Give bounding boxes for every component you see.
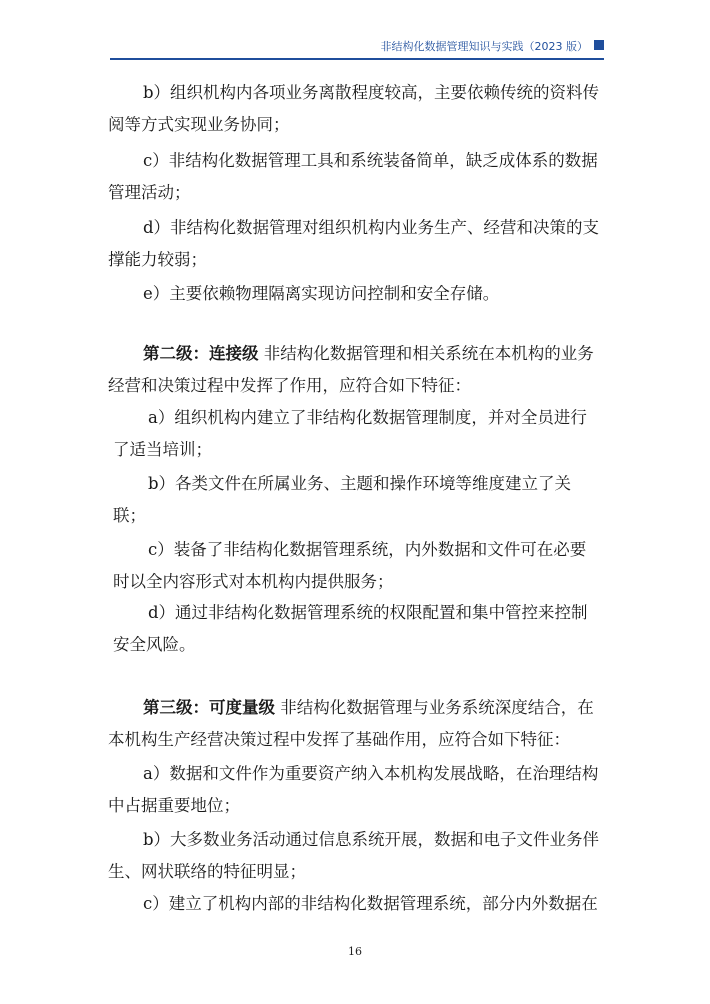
level3-intro-line1 bbox=[143, 698, 594, 718]
l3-item-b-line1: b）大多数业务活动通过信息系统开展，数据和电子文件业务伴 bbox=[143, 830, 600, 849]
level3-intro-text: 非结构化数据管理与业务系统深度结合，在 bbox=[280, 698, 594, 717]
l3-item-a-line2: 中占据重要地位； bbox=[108, 796, 240, 815]
l2-item-c-line2: 时以全内容形式对本机构内提供服务； bbox=[113, 572, 394, 591]
l2-item-a-line2: 了适当培训； bbox=[113, 440, 212, 459]
l2-item-c-line1: c）装备了非结构化数据管理系统，内外数据和文件可在必要 bbox=[148, 540, 587, 559]
l1-item-d-line2: 撑能力较弱； bbox=[108, 250, 207, 269]
l2-item-a-line1: a）组织机构内建立了非结构化数据管理制度，并对全员进行 bbox=[148, 408, 587, 427]
l1-item-d-line1: d）非结构化数据管理对组织机构内业务生产、经营和决策的支 bbox=[143, 218, 600, 237]
l1-item-b-line2: 阅等方式实现业务协同； bbox=[108, 115, 290, 134]
l3-item-a-line1: a）数据和文件作为重要资产纳入本机构发展战略，在治理结构 bbox=[143, 764, 599, 783]
page-number: 16 bbox=[348, 945, 362, 958]
l1-item-c-line1: c）非结构化数据管理工具和系统装备简单，缺乏成体系的数据 bbox=[143, 151, 598, 170]
header-title: 非结构化数据管理知识与实践（2023 版） bbox=[380, 40, 588, 53]
l2-item-b-line1: b）各类文件在所属业务、主题和操作环境等维度建立了关 bbox=[148, 474, 572, 493]
level2-heading: 第二级：连接级 bbox=[143, 344, 259, 363]
l2-item-d-line1: d）通过非结构化数据管理系统的权限配置和集中管控来控制 bbox=[148, 603, 588, 622]
level3-intro-line2: 本机构生产经营决策过程中发挥了基础作用，应符合如下特征： bbox=[108, 730, 570, 749]
l2-item-d-line2: 安全风险。 bbox=[113, 635, 196, 654]
level2-intro-text: 非结构化数据管理和相关系统在本机构的业务 bbox=[263, 344, 594, 363]
level2-intro-line1 bbox=[143, 344, 594, 364]
header-rule bbox=[110, 58, 604, 60]
header-square-mark bbox=[594, 40, 604, 50]
level3-heading: 第三级：可度量级 bbox=[143, 698, 275, 717]
l3-item-c-line1: c）建立了机构内部的非结构化数据管理系统，部分内外数据在 bbox=[143, 894, 598, 913]
l1-item-c-line2: 管理活动； bbox=[108, 183, 191, 202]
l2-item-b-line2: 联； bbox=[113, 506, 146, 525]
l1-item-e-line1: e）主要依赖物理隔离实现访问控制和安全存储。 bbox=[143, 284, 500, 303]
running-header bbox=[110, 36, 604, 58]
l3-item-b-line2: 生、网状联络的特征明显； bbox=[108, 862, 306, 881]
l1-item-b-line1: b）组织机构内各项业务离散程度较高，主要依赖传统的资料传 bbox=[143, 83, 600, 102]
level2-intro-line2: 经营和决策过程中发挥了作用，应符合如下特征： bbox=[108, 376, 471, 395]
